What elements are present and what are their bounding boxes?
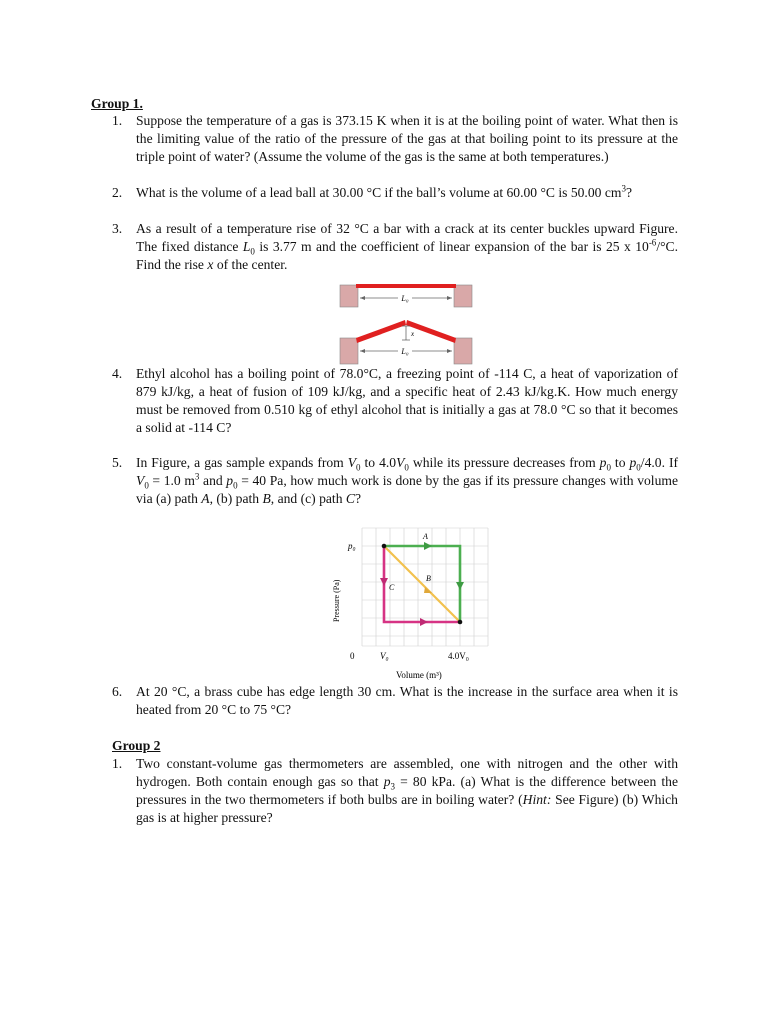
question-1: [112, 112, 678, 166]
question-number: 2.: [112, 185, 123, 200]
pv-diagram-figure: [328, 526, 496, 684]
question-number: 6.: [112, 684, 123, 699]
question-number: 4.: [112, 366, 123, 381]
question-2: [112, 184, 678, 202]
question-5: [112, 454, 678, 508]
question-text: As a result of a temperature rise of 32 °C a bar with a crack at its center buckles upward Figure. The fixed distance $L_0$ is 3.77 m and the coefficient of linear expansion of the bar is 25 x $10^{-6}/^\circ C$. Find the rise x of the center.: [136, 221, 678, 272]
question-number: 1.: [112, 756, 123, 771]
question-text: Two constant-volume gas thermometers are assembled, one with nitrogen and the other with hydrogen. Both contain enough gas so that $p_3 = 80$ kPa. (a) What is the difference between the pressures in the two thermometers if both bulbs are in boiling water? (Hint: See Figure) (b) Which gas is at higher pressure?: [136, 756, 678, 825]
question-text: What is the volume of a lead ball at 30.00 °C if the ball’s volume at 60.00 °C is 50.00 $cm^3$?: [136, 183, 632, 200]
buckling-bar-figure: [338, 280, 474, 368]
label-x: x: [411, 330, 415, 338]
label-4v0: 4.0V₀: [448, 651, 469, 661]
group-2-question-1: [112, 755, 678, 827]
question-6: [112, 683, 678, 719]
question-number: 1.: [112, 113, 123, 128]
label-p0: p₀: [348, 541, 356, 551]
label-path-B: B: [426, 574, 431, 583]
buckled-bar-left: [356, 320, 406, 343]
point-final: [458, 620, 463, 625]
label-origin: 0: [350, 651, 355, 661]
left-wall-top: [340, 285, 358, 307]
x-axis-label: Volume (m³): [396, 670, 442, 680]
question-text: Ethyl alcohol has a boiling point of 78.0°C, a freezing point of -114 C, a heat of vaporization of 879 kJ/kg, a heat of fusion of 109 kJ/kg, and a specific heat of 2.43 kJ/kg.K. How much energy must be removed from 0.510 kg of ethyl alcohol that is initially a gas at 78.0 °C so that it becomes a solid at -114 C?: [136, 366, 678, 435]
label-v0: V₀: [380, 651, 389, 661]
question-text: Suppose the temperature of a gas is 373.15 K when it is at the boiling point of water. What then is the limiting value of the ratio of the pressure of the gas at that boiling point to its pressure at the triple point of water? (Assume the volume of the gas is the same at both temperatures.): [136, 113, 678, 164]
label-L0-top: L₀: [401, 294, 409, 303]
right-wall-bottom: [454, 338, 472, 364]
right-wall-top: [454, 285, 472, 307]
straight-bar: [356, 284, 456, 288]
path-B-line: [384, 546, 460, 622]
left-wall-bottom: [340, 338, 358, 364]
group-2-heading: Group 2: [112, 738, 161, 753]
point-initial: [382, 544, 387, 549]
question-3: [112, 220, 678, 274]
question-4: [112, 365, 678, 437]
y-axis-label: Pressure (Pa): [332, 579, 341, 622]
label-path-A: A: [423, 532, 428, 541]
question-number: 5.: [112, 455, 123, 470]
group-1-heading: Group 1.: [91, 96, 143, 111]
question-number: 3.: [112, 221, 123, 236]
label-path-C: C: [389, 583, 395, 592]
question-text: At 20 °C, a brass cube has edge length 30 cm. What is the increase in the surface area when it is heated from 20 °C to 75 °C?: [136, 684, 678, 717]
label-L0-bottom: L₀: [401, 347, 409, 356]
question-text: In Figure, a gas sample expands from $V_0$ to $4.0V_0$ while its pressure decreases from $p_0$ to $p_0/4.0$. If $V_0 = 1.0$ $m^3$ and $p_0 = 40$ Pa, how much work is done by the gas if its pressure changes with volume via (a) path A, (b) path B, and (c) path C?: [136, 455, 679, 506]
